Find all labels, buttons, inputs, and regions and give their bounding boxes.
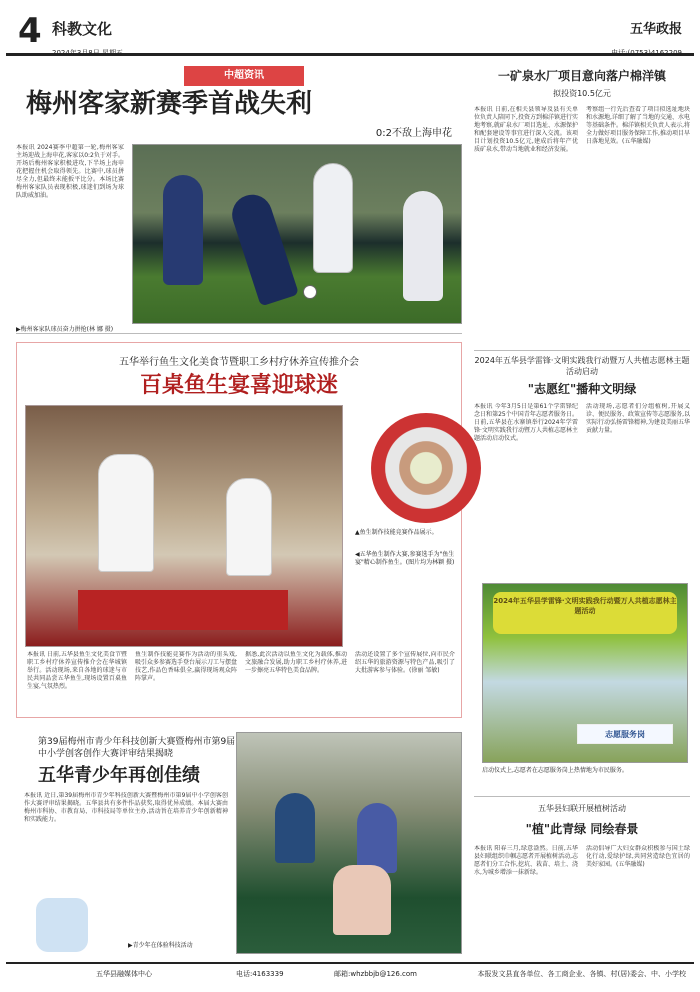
story-spring-col1: 本报讯 日前,在相关县领导及县有关单位负责人陪同下,投资方到棉洋镇进行实地考察,就矿泉水厂项目选址、水源保护和配套建设等事宜进行深入交流。该项目计划投资10.5亿元,建成后将年产优质矿泉水,带动当地就业和经济发展。: [474, 106, 578, 153]
robot-icon: [36, 898, 88, 952]
player-figure: [403, 191, 443, 301]
photo-caption: ▲鱼生制作技能竞赛作品展示。: [355, 529, 438, 536]
story-main-body: 本报讯 2024赛季中超第一轮,梅州客家主场迎战上海申花,客家以0:2负于对手。开场后梅州客家积极进攻,下半场上海申花把握住机会取得领先。比赛中,球员拼尽全力,但最终未能扳平比分。本场比赛梅州客家队员表现积极,球迷们到场为球队助威加油。: [16, 144, 124, 199]
story-women-col1: 本报讯 今年3月5日是第61个学雷锋纪念日和第25个中国青年志愿者服务日。日前,五华县在水寨镇举行2024年学雷锋·文明实践我行动暨万人共植志愿林主题活动启动仪式。: [474, 403, 578, 442]
issue-date: 2024年3月8日 星期五: [52, 49, 123, 57]
footer-tel: 电话:4163339: [236, 970, 284, 978]
headline-fish: 百桌鱼生宴喜迎球迷: [139, 372, 338, 398]
chef-figure: [98, 454, 154, 572]
story-women-col2: 活动现场,志愿者们分组植树,开展义诊、便民服务、政策宣传等志愿服务,以实际行动弘扬雷锋精神,为建设美丽五华贡献力量。: [586, 403, 690, 434]
volunteer-sign: 志愿服务岗: [577, 724, 673, 744]
story-fish-col1: 本报讯 日前,五华县鱼生文化美食节暨职工乡村疗休养宣传推介会在华城镇举行。活动现场,来自各地的球迷与市民共同品尝五华鱼生,现场设置百桌鱼生宴,气氛热烈。: [27, 651, 127, 690]
event-banner: 2024年五华县学雷锋·文明实践我行动暨万人共植志愿林主题活动: [493, 592, 677, 634]
headline-tree: "植"此青绿 同绘春景: [525, 822, 639, 836]
section-tag: 中超资讯: [184, 66, 304, 86]
match-photo: [132, 144, 462, 324]
story-spring: [474, 68, 690, 342]
story-youth: [16, 730, 462, 956]
photo-caption: ▶青少年在体验科技活动: [128, 942, 193, 949]
fish-platter-photo: [371, 413, 481, 523]
platter-icon: [371, 413, 481, 523]
player-figure: [227, 190, 299, 307]
child-figure: [275, 793, 315, 863]
player-figure: [313, 163, 353, 273]
story-tree: [474, 796, 690, 956]
story-fish-col3: 据悉,此次活动以鱼生文化为载体,推动文旅融合发展,助力职工乡村疗休养,进一步擦亮五华特色美食品牌。: [245, 651, 347, 674]
section-title: 科教文化: [52, 20, 113, 38]
footer-note: 本报发文县直各单位、各工商企业、各镇、村(居)委会、中、小学校: [477, 970, 686, 978]
story-main: [16, 66, 462, 334]
player-figure: [163, 175, 203, 285]
story-fish-col4: 活动还设置了多个宣传展位,向市民介绍五华的旅游资源与特色产品,吸引了大批游客参与体验。(徐丽 邹敏): [355, 651, 455, 674]
story-kicker: 2024年五华县学雷锋·文明实践我行动暨万人共植志愿林主题活动启动: [474, 356, 690, 376]
masthead: [6, 6, 694, 56]
story-kicker: 五华举行鱼生文化美食节暨职工乡村疗休养宣传推介会: [119, 357, 359, 368]
photo-caption: 启动仪式上,志愿者在志愿服务岗上热情地为市民服务。: [482, 767, 628, 774]
story-women: [474, 350, 690, 790]
subheadline-main: 0:2不敌上海申花: [375, 128, 452, 139]
story-tree-col2: 活动倡导广大妇女群众积极参与国土绿化行动,爱绿护绿,共同营造绿色宜居的美好家园。(五华融媒): [586, 845, 690, 868]
story-tree-col1: 本报讯 阳春三月,绿意盎然。日前,五华县妇联组织巾帼志愿者开展植树活动,志愿者们分工合作,挖坑、栽苗、培土、浇水,为城乡增添一抹新绿。: [474, 845, 578, 876]
story-youth-body: 本报讯 近日,第39届梅州市青少年科技创新大赛暨梅州市第9届中小学创客创作大赛评审结果揭晓。五华县共有多件作品获奖,取得优异成绩。本届大赛由梅州市科协、市教育局、市科技局等单位主办,活动旨在培养青少年创新精神和实践能力。: [24, 792, 228, 823]
headline-women: "志愿红"播种文明绿: [527, 382, 637, 396]
story-kicker: 五华县妇联开展植树活动: [538, 804, 626, 813]
headline-spring: 一矿泉水厂项目意向落户棉洋镇: [497, 69, 666, 83]
chef-figure: [226, 478, 272, 576]
volunteer-photo: [482, 583, 688, 763]
story-kicker: 第39届梅州市青少年科技创新大赛暨梅州市第9届中小学创客创作大赛评审结果揭晓: [38, 737, 236, 759]
paper-logo: 五华政报: [629, 22, 682, 37]
story-spring-col2: 考察组一行先后查看了项目拟选址地块和水源地,详细了解了当地的交通、水电等基础条件。棉洋镇相关负责人表示,将全力做好项目服务保障工作,推动项目早日落地见效。(五华融媒): [586, 106, 690, 145]
child-figure: [333, 865, 391, 935]
page-number: 4: [18, 11, 42, 51]
footer-email: 邮箱:whzbbjb@126.com: [334, 970, 418, 978]
photo-caption: ▶梅州客家队球员奋力拼抢(林 娜 摄): [16, 326, 114, 333]
football-icon: [303, 285, 317, 299]
story-fish: [16, 342, 462, 718]
footer-publisher: 五华县融媒体中心: [96, 970, 152, 978]
photo-caption: ◀五华鱼生制作大赛,参赛选手为"鱼生宴"精心制作鱼生。(图片均为林颖 摄): [355, 551, 455, 566]
masthead-phone: 电话:(0753)4162209: [611, 49, 682, 57]
fish-contest-photo: [25, 405, 343, 647]
page-footer: [6, 962, 694, 986]
subheadline-spring: 拟投资10.5亿元: [553, 89, 611, 98]
child-figure: [357, 803, 397, 873]
headline-youth: 五华青少年再创佳绩: [38, 765, 200, 786]
table-shape: [78, 590, 288, 630]
kids-photo: [236, 732, 462, 954]
headline-main: 梅州客家新赛季首战失利: [26, 89, 313, 119]
story-fish-col2: 鱼生制作技能竞赛作为活动的重头戏,吸引众多参赛选手登台展示刀工与摆盘技艺,作品色香味俱全,赢得现场观众阵阵掌声。: [135, 651, 237, 682]
